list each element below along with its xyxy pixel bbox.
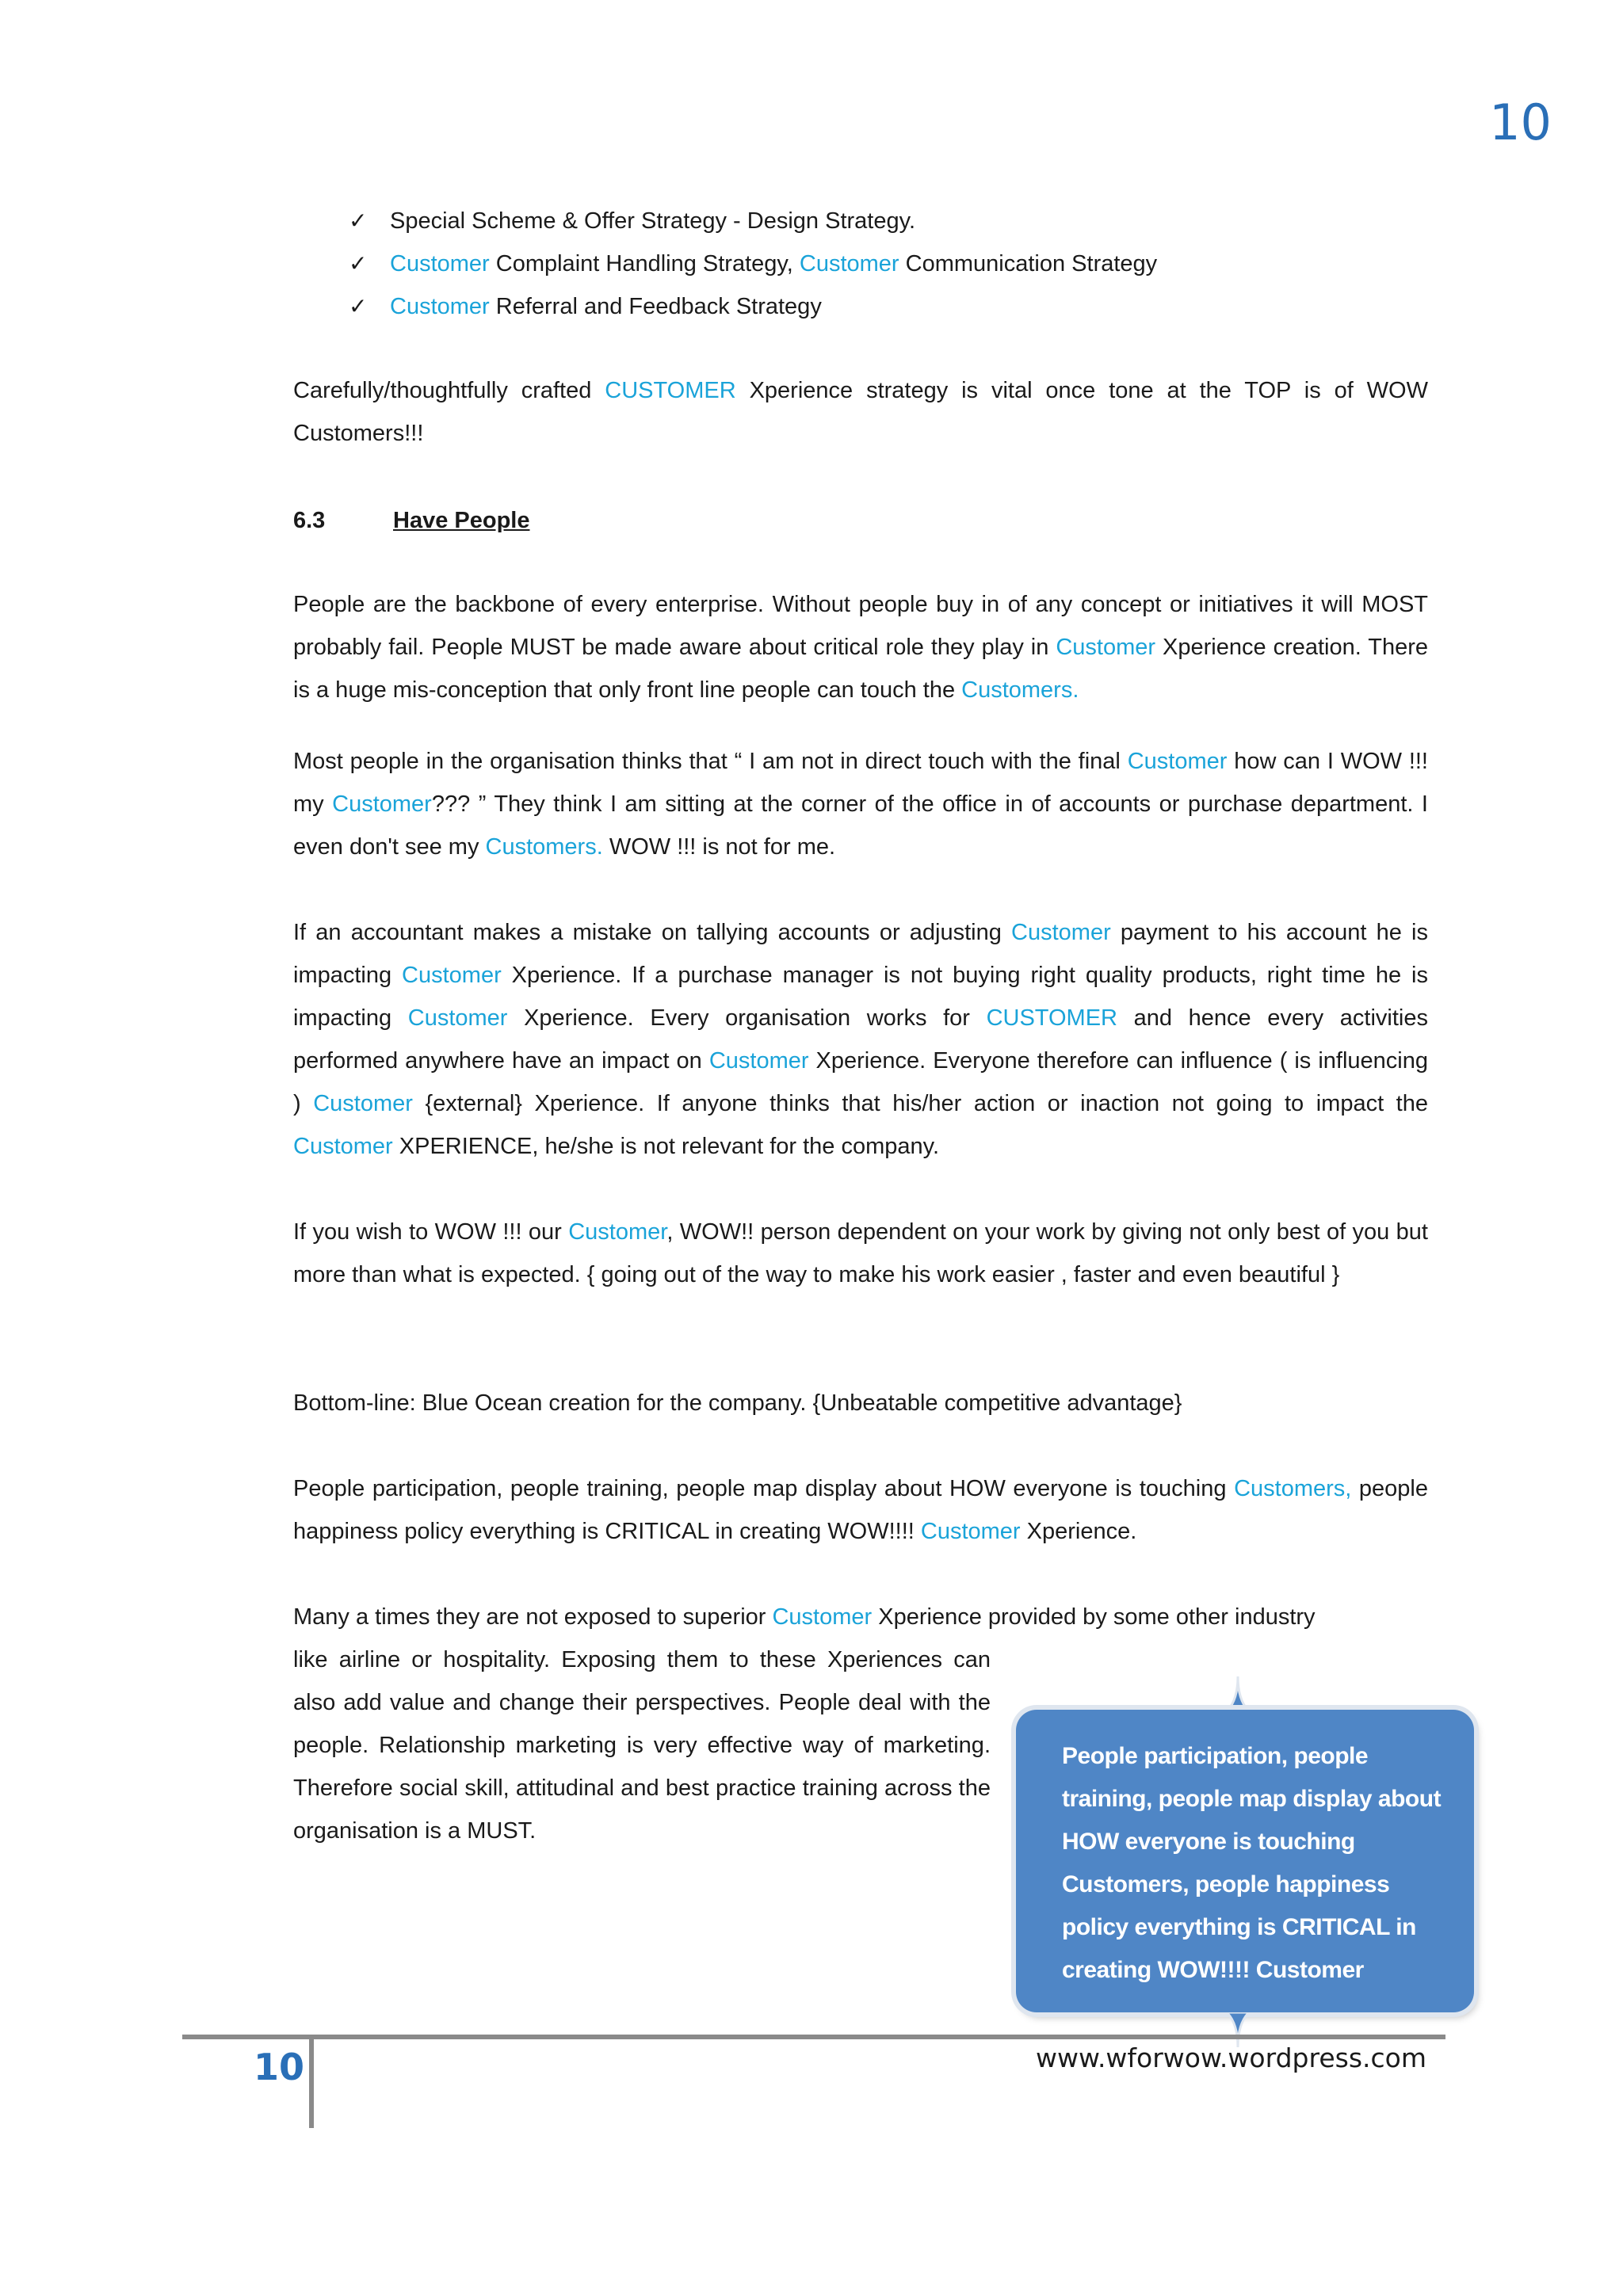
- highlighted-term: Customer: [390, 294, 490, 319]
- checkmark-icon: ✓: [349, 250, 368, 277]
- highlighted-term: Customers.: [485, 834, 603, 860]
- checklist-item: [349, 285, 1157, 328]
- text-run: XPERIENCE, he/she is not relevant for the company.: [392, 1134, 940, 1159]
- body-paragraph: [293, 740, 1428, 868]
- text-run: ??? ” They think I am sitting at the corner of the office in of accounts or purchase department. I even don't see my: [293, 791, 1428, 860]
- text-run: Xperience provided by some other industry: [872, 1604, 1316, 1630]
- text-run: Xperience. Every organisation works for: [507, 1005, 987, 1031]
- text-run: People participation, people training, people map display about HOW everyone is touching: [293, 1476, 1235, 1501]
- text-run: like airline or hospitality. Exposing them to these Xperiences can also add value and change their perspectives. People deal with the people. Relationship marketing is very effective way of marketing. Therefore social skill, attitudinal and best practice training across the organisation is a MUST.: [293, 1647, 991, 1844]
- body-paragraph: [293, 583, 1428, 711]
- section-title: Have People: [393, 508, 530, 533]
- highlighted-term: Customer: [293, 1134, 393, 1159]
- text-run: Xperience creation. There is a huge mis-conception that only front line people can touch the: [293, 635, 1429, 703]
- text-run: Most people in the organisation thinks that “ I am not in direct touch with the final: [293, 749, 1128, 774]
- section-heading: [293, 499, 529, 542]
- text-run: and hence every activities performed anywhere have an impact on: [293, 1005, 1429, 1074]
- highlighted-term: Customer: [407, 1005, 508, 1031]
- body-paragraph: [293, 1467, 1428, 1553]
- callout-pointer-icon: [1227, 1676, 1249, 1711]
- footer-url: www.wforwow.wordpress.com: [1036, 2042, 1426, 2073]
- body-paragraph-wrapped: [293, 1638, 991, 1852]
- body-paragraph: [293, 1596, 1428, 1638]
- text-run: Carefully/thoughtfully crafted: [293, 378, 605, 403]
- text-run: If you wish to WOW !!! our: [293, 1219, 569, 1245]
- page-number-top: 10: [1489, 93, 1552, 151]
- highlighted-term: Customer: [799, 251, 899, 277]
- highlighted-term: Customer: [920, 1519, 1021, 1544]
- body-paragraph: [293, 911, 1428, 1168]
- text-run: Xperience.: [1020, 1519, 1137, 1544]
- body-paragraph: [293, 1211, 1428, 1296]
- text-run: If an accountant makes a mistake on tallying accounts or adjusting: [293, 920, 1012, 945]
- highlighted-term: Customer: [332, 791, 432, 817]
- text-run: Xperience. Everyone therefore can influence ( is influencing ): [293, 1048, 1428, 1116]
- highlighted-term: Customers.: [961, 677, 1079, 703]
- checklist-item: [349, 200, 1157, 242]
- text-run: Xperience strategy is vital once tone at the TOP is of WOW Customers!!!: [293, 378, 1428, 446]
- checkmark-icon: ✓: [349, 293, 368, 319]
- text-run: Special Scheme & Offer Strategy - Design Strategy.: [390, 208, 916, 234]
- highlighted-term: Customer: [1127, 749, 1228, 774]
- highlighted-term: Customer: [1056, 635, 1156, 660]
- text-run: Xperience. If a purchase manager is not buying right quality products, right time he is impacting: [293, 963, 1428, 1031]
- text-run: WOW !!! is not for me.: [602, 834, 836, 860]
- strategy-checklist: [349, 200, 1157, 328]
- highlighted-term: Customer: [1011, 920, 1111, 945]
- pull-quote-callout: [1016, 1710, 1474, 2012]
- highlighted-term: Customer: [313, 1091, 413, 1116]
- text-run: how can I WOW !!! my: [293, 749, 1428, 817]
- section-number: 6.3: [293, 508, 326, 533]
- text-run: Communication Strategy: [899, 251, 1158, 277]
- text-run: Referral and Feedback Strategy: [489, 294, 822, 319]
- text-run: Complaint Handling Strategy,: [489, 251, 800, 277]
- highlighted-term: Customer: [708, 1048, 809, 1074]
- text-run: People are the backbone of every enterprise. Without people buy in of any concept or initiatives it will MOST probably fail. People MUST be made aware about critical role they play in: [293, 592, 1428, 660]
- footer-vertical-divider: [309, 2035, 314, 2128]
- highlighted-term: Customers,: [1234, 1476, 1352, 1501]
- highlighted-term: CUSTOMER: [986, 1005, 1117, 1031]
- callout-text: People participation, people training, people map display about HOW everyone is touching Customers, people happiness policy everything is CRITICAL in creating WOW!!!! Customer: [1062, 1743, 1442, 1983]
- text-run: , WOW!! person dependent on your work by giving not only best of you but more than what is expected. { going out of the way to make his work easier , faster and even beautiful }: [293, 1219, 1428, 1287]
- footer-divider: [182, 2035, 1445, 2039]
- highlighted-term: Customer: [568, 1219, 667, 1245]
- intro-paragraph: [293, 369, 1428, 455]
- footer-page-number: 10: [254, 2046, 305, 2088]
- highlighted-term: Customer: [390, 251, 490, 277]
- highlighted-term: Customer: [772, 1604, 873, 1630]
- text-run: payment to his account he is impacting: [293, 920, 1428, 988]
- text-run: {external} Xperience. If anyone thinks that his/her action or inaction not going to impact the: [412, 1091, 1428, 1116]
- highlighted-term: CUSTOMER: [605, 378, 736, 403]
- body-paragraph: [293, 1382, 1428, 1425]
- text-run: people happiness policy everything is CRITICAL in creating WOW!!!!: [293, 1476, 1428, 1544]
- checklist-item: [349, 242, 1157, 285]
- checkmark-icon: ✓: [349, 208, 368, 234]
- text-run: Bottom-line: Blue Ocean creation for the company. {Unbeatable competitive advantage}: [293, 1390, 1182, 1416]
- text-run: Many a times they are not exposed to superior: [293, 1604, 773, 1630]
- highlighted-term: Customer: [402, 963, 502, 988]
